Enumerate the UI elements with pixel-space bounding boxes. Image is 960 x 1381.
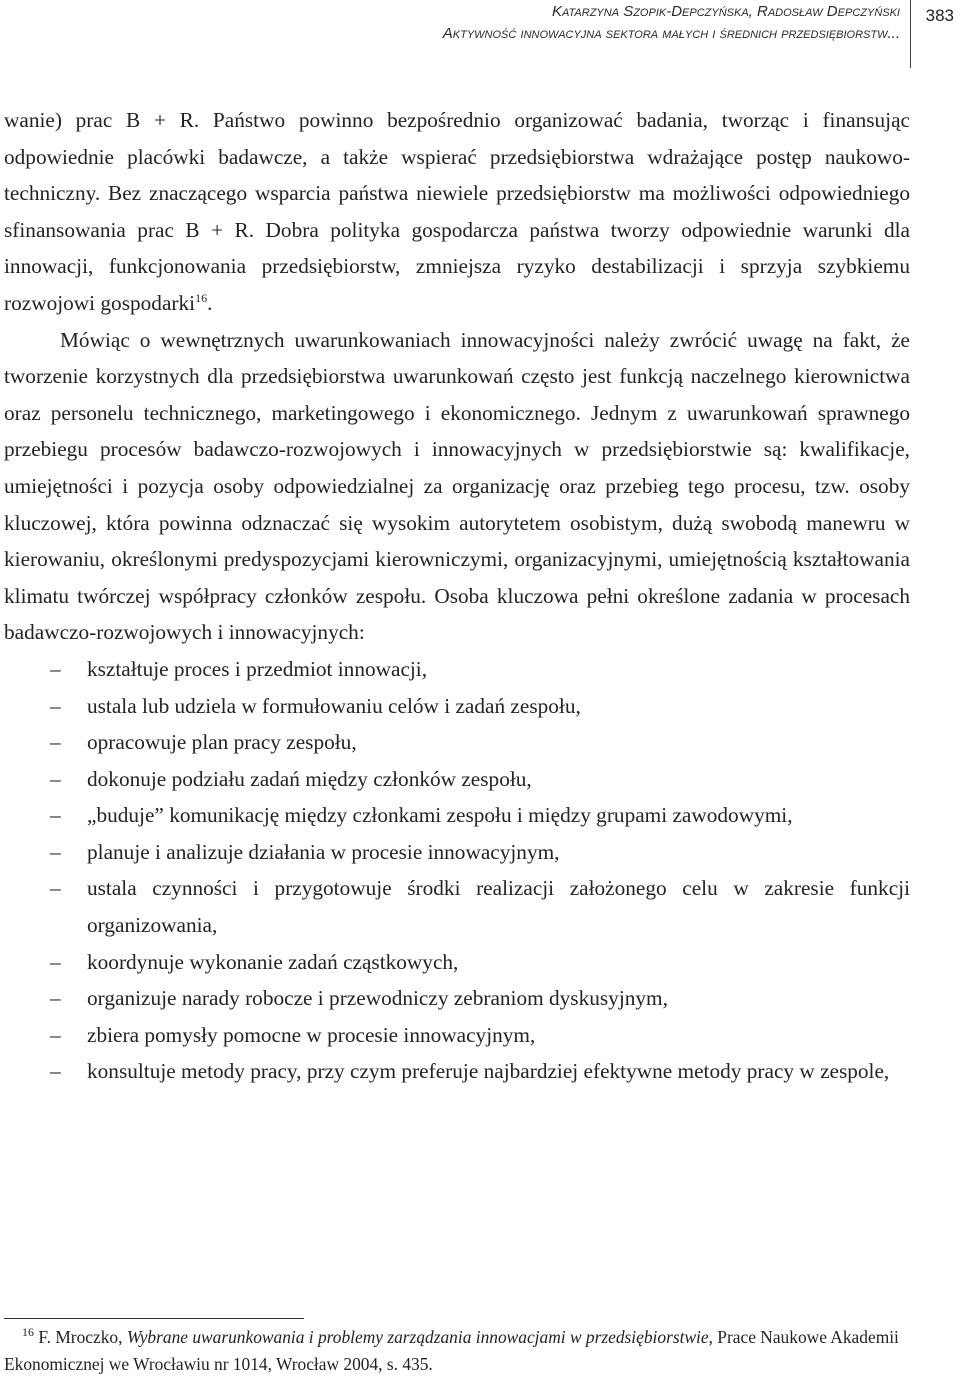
footnote-title: Wybrane uwarunkowania i problemy zarządzania innowacjami w przedsiębiorstwie — [126, 1327, 709, 1347]
list-item — [4, 761, 910, 798]
footnote-number: 16 — [22, 1325, 34, 1340]
paragraph-2: Mówiąc o wewnętrznych uwarunkowaniach innowacyjności należy zwrócić uwagę na fakt, że tworzenie korzystnych dla przedsiębiorstwa uwarunkowań często jest funkcją naczelnego kierownictwa oraz personelu technicznego, marketingowego i ekonomicznego. Jednym z uwarunkowań sprawnego przebiegu procesów badawczo-rozwojowych i innowacyjnych w przedsiębiorstwie są: kwalifikacje, umiejętności i pozycja osoby odpowiedzialnej za organizację oraz przebieg tego procesu, tzw. osoby kluczowej, która powinna odznaczać się wysokim autorytetem osobistym, dużą swobodą manewru w kierowaniu, określonymi predyspozycjami kierowniczymi, organizacyjnymi, umiejętnością kształtowania klimatu twórczej współpracy członków zespołu. Osoba kluczowa pełni określone zadania w procesach badawczo-rozwojowych i innowacyjnych: — [4, 327, 910, 645]
footnote-separator — [4, 1318, 304, 1319]
dash-marker: – — [50, 656, 61, 681]
main-text — [4, 102, 910, 1090]
list-item-text: opracowuje plan pracy zespołu, — [87, 730, 357, 755]
dash-marker: – — [50, 766, 61, 791]
running-header — [0, 0, 960, 70]
dash-marker: – — [50, 1059, 61, 1084]
list-item — [4, 980, 910, 1017]
header-authors: Katarzyna Szopik-Depczyńska, Radosław Depczyński — [551, 3, 900, 20]
dash-marker: – — [50, 839, 61, 864]
dash-marker: – — [50, 876, 61, 901]
list-item — [4, 651, 910, 688]
dash-marker: – — [50, 986, 61, 1011]
page-number: 383 — [925, 6, 954, 25]
footnote-reference[interactable]: 16 — [195, 290, 208, 305]
list-item-text: „buduje” komunikację między członkami zespołu i między grupami zawodowymi, — [87, 803, 793, 828]
list-item-text: organizuje narady robocze i przewodniczy zebraniom dyskusyjnym, — [87, 986, 668, 1011]
list-item — [4, 688, 910, 725]
list-item-text: planuje i analizuje działania w procesie innowacyjnym, — [87, 839, 560, 864]
list-item — [4, 834, 910, 871]
header-title: Aktywność innowacyjna sektora małych i średnich przedsiębiorstw... — [442, 25, 900, 42]
list-item-text: zbiera pomysły pomocne w procesie innowacyjnym, — [87, 1022, 536, 1047]
duties-list — [4, 651, 910, 1090]
footnote-details: , Prace Naukowe Akademii Ekonomicznej we Wrocławiu nr 1014, Wrocław 2004, s. 435. — [4, 1327, 899, 1374]
footnote-author: F. Mroczko, — [38, 1327, 127, 1347]
dash-marker: – — [50, 730, 61, 755]
list-item-text: ustala czynności i przygotowuje środki realizacji założonego celu w zakresie funkcji organizowania, — [87, 876, 910, 938]
paragraph-1 — [4, 102, 910, 322]
dash-marker: – — [50, 693, 61, 718]
paragraph-1-text: wanie) prac B + R. Państwo powinno bezpośrednio organizować badania, tworząc i finansując odpowiednie placówki badawcze, a także wspierać przedsiębiorstwa wdrażające postęp naukowo-techniczny. Bez znaczącego wsparcia państwa niewiele przedsiębiorstw ma możliwości odpowiedniego sfinansowania prac B + R. Dobra polityka gospodarcza państwa tworzy odpowiednie warunki dla innowacji, funkcjonowania przedsiębiorstw, zmniejsza ryzyko destabilizacji i sprzyja szybkiemu rozwojowi gospodarki — [4, 108, 910, 315]
list-item — [4, 870, 910, 943]
paragraph-1-end: . — [207, 290, 213, 315]
header-divider — [910, 0, 911, 68]
list-item — [4, 797, 910, 834]
dash-marker: – — [50, 803, 61, 828]
list-item-text: ustala lub udziela w formułowaniu celów i zadań zespołu, — [87, 693, 581, 718]
list-item-text: dokonuje podziału zadań między członków zespołu, — [87, 766, 532, 791]
list-item — [4, 1053, 910, 1090]
footnote — [4, 1324, 910, 1378]
list-item-text: kształtuje proces i przedmiot innowacji, — [87, 656, 428, 681]
dash-marker: – — [50, 1022, 61, 1047]
list-item — [4, 944, 910, 981]
dash-marker: – — [50, 949, 61, 974]
list-item-text: konsultuje metody pracy, przy czym preferuje najbardziej efektywne metody pracy w zespole, — [87, 1059, 890, 1084]
list-item-text: koordynuje wykonanie zadań cząstkowych, — [87, 949, 459, 974]
list-item — [4, 724, 910, 761]
list-item — [4, 1017, 910, 1054]
